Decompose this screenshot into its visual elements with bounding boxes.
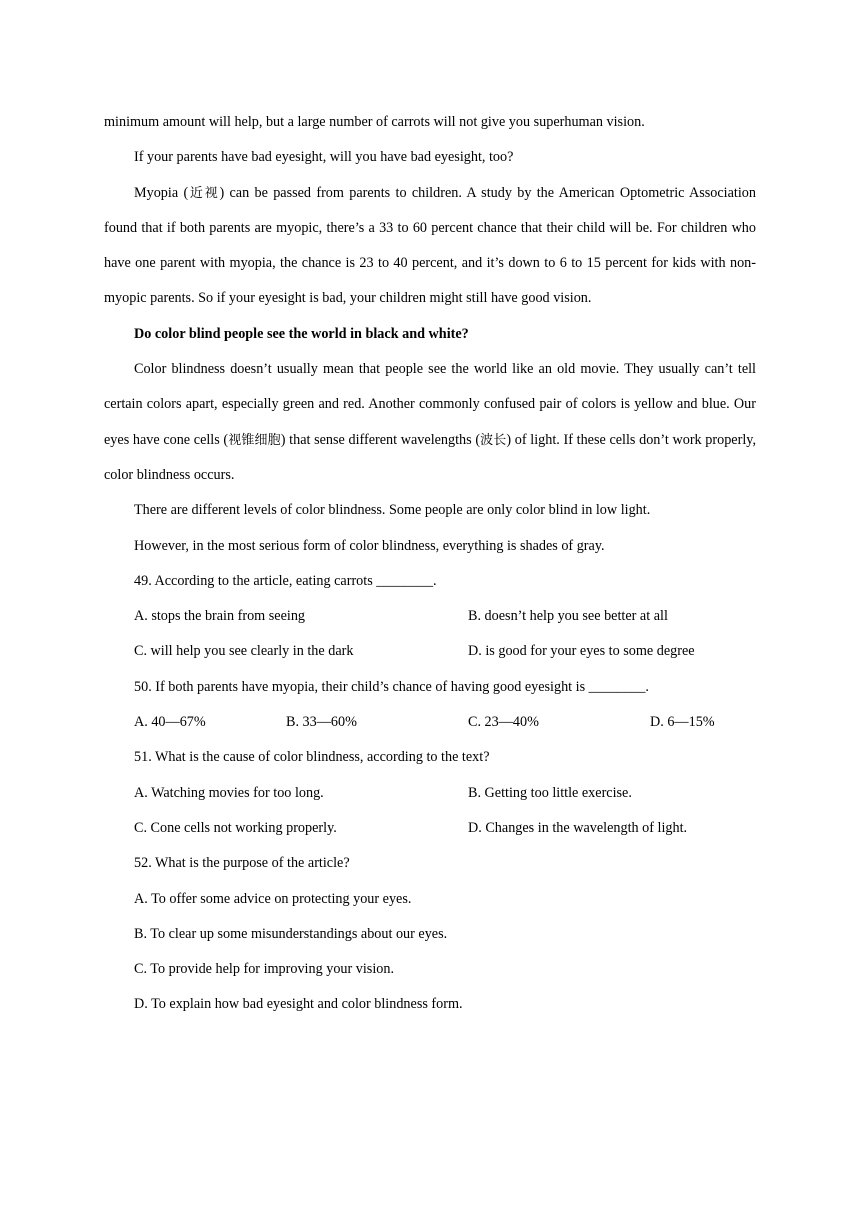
section-heading-color-blind: Do color blind people see the world in black and white? xyxy=(134,325,469,342)
question-50-options-row xyxy=(104,705,756,740)
paragraph-color-text-c: ) of light. If these cells don’t work properly, color blindness occurs. xyxy=(104,431,756,483)
article-body xyxy=(104,105,756,1023)
question-51-options-row-2 xyxy=(104,811,756,846)
chinese-gloss-myopia: 近视 xyxy=(188,185,220,201)
paragraph-color-blindness xyxy=(104,352,756,493)
paragraph-myopia xyxy=(104,176,756,317)
question-52-option-d[interactable]: D. To explain how bad eyesight and color blindness form. xyxy=(134,996,463,1013)
paragraph-color-text-a: Color blindness doesn’t usually mean that people see the world like an old movie. They usually can’t tell certain colors apart, especially green and red. Another commonly confused pair of colors is yellow and blue. Our eyes have cone cells ( xyxy=(104,361,756,448)
section-heading-parents: If your parents have bad eyesight, will you have bad eyesight, too? xyxy=(134,149,514,166)
question-51-option-c[interactable]: C. Cone cells not working properly. xyxy=(134,819,337,836)
question-51-stem: 51. What is the cause of color blindness, according to the text? xyxy=(134,749,490,766)
question-50-stem: 50. If both parents have myopia, their child’s chance of having good eyesight is ________. xyxy=(134,678,649,695)
question-50-option-b[interactable]: B. 33—60% xyxy=(286,714,357,731)
question-51-options-row-1 xyxy=(104,776,756,811)
paragraph-carrots-end: minimum amount will help, but a large number of carrots will not give you superhuman vision. xyxy=(104,114,645,130)
question-52-option-a[interactable]: A. To offer some advice on protecting your eyes. xyxy=(134,890,412,907)
paragraph-color-text-b: ) that sense different wavelengths ( xyxy=(280,431,481,448)
question-49-option-c[interactable]: C. will help you see clearly in the dark xyxy=(134,643,354,660)
question-51-option-b[interactable]: B. Getting too little exercise. xyxy=(468,784,632,801)
question-52-option-c[interactable]: C. To provide help for improving your vision. xyxy=(134,961,395,978)
question-49-option-b[interactable]: B. doesn’t help you see better at all xyxy=(468,608,668,625)
chinese-gloss-wavelength: 波长 xyxy=(480,432,507,448)
question-50-option-a[interactable]: A. 40—67% xyxy=(134,714,206,731)
question-49-stem: 49. According to the article, eating carrots ________. xyxy=(134,572,437,589)
question-52-stem: 52. What is the purpose of the article? xyxy=(134,855,350,872)
question-49-options-row-1 xyxy=(104,599,756,634)
question-49-option-d[interactable]: D. is good for your eyes to some degree xyxy=(468,643,695,660)
question-50-option-d[interactable]: D. 6—15% xyxy=(650,714,715,731)
paragraph-gray: However, in the most serious form of color blindness, everything is shades of gray. xyxy=(134,537,605,554)
question-50-option-c[interactable]: C. 23—40% xyxy=(468,714,539,731)
chinese-gloss-cone-cells: 视锥细胞 xyxy=(228,432,281,448)
question-49-option-a[interactable]: A. stops the brain from seeing xyxy=(134,608,306,625)
paragraph-myopia-text-a: Myopia ( xyxy=(134,184,189,201)
question-49-options-row-2 xyxy=(104,634,756,669)
paragraph-levels: There are different levels of color blindness. Some people are only color blind in low light. xyxy=(134,502,651,519)
paragraph-myopia-text-b: ) can be passed from parents to children. A study by the American Optometric Association found that if both parents are myopic, there’s a 33 to 60 percent chance that their child will be. For children who have one parent with myopia, the chance is 23 to 40 percent, and it’s down to 6 to 15 percent for kids with non-myopic parents. So if your eyesight is bad, your children might still have good vision. xyxy=(104,184,756,307)
question-52-option-b[interactable]: B. To clear up some misunderstandings about our eyes. xyxy=(134,925,448,942)
question-51-option-d[interactable]: D. Changes in the wavelength of light. xyxy=(468,819,688,836)
question-51-option-a[interactable]: A. Watching movies for too long. xyxy=(134,784,324,801)
